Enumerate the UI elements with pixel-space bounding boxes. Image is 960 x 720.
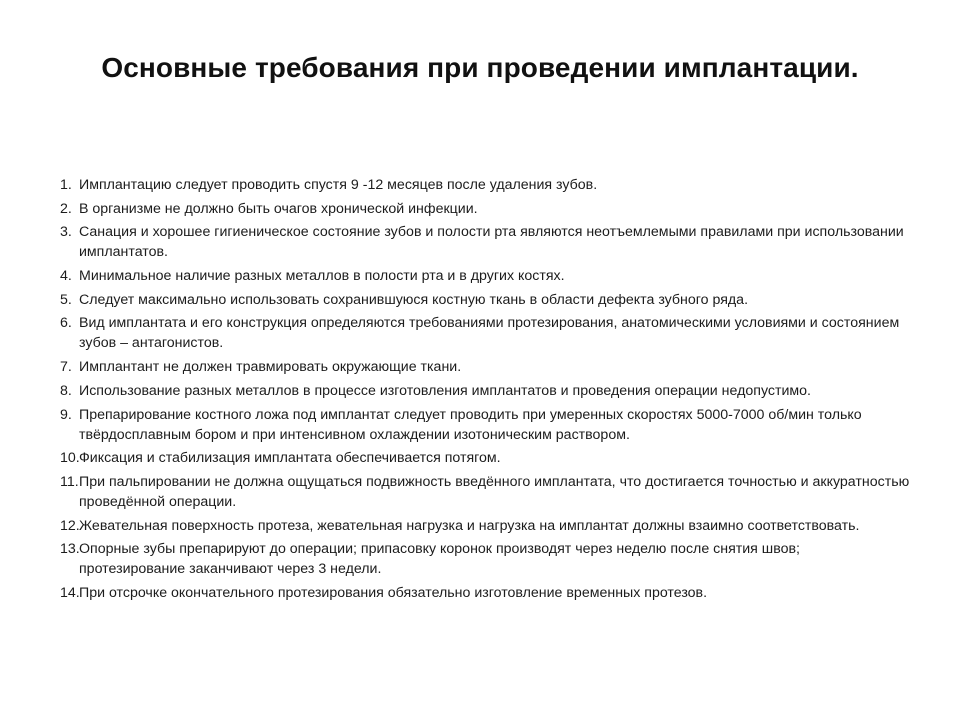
list-item bbox=[60, 405, 910, 445]
list-item bbox=[60, 222, 910, 262]
list-item-number: 1. bbox=[60, 177, 72, 193]
list-item-number: 9. bbox=[60, 406, 72, 423]
list-item-text: Следует максимально использовать сохранившуюся костную ткань в области дефекта зубного ряда. bbox=[79, 291, 749, 308]
list-item-number: 8. bbox=[60, 382, 72, 399]
list-item bbox=[60, 583, 910, 603]
list-item-number: 10. bbox=[60, 450, 80, 467]
requirements-list bbox=[60, 175, 910, 607]
list-item-number: 13. bbox=[60, 541, 80, 558]
list-item-text: Опорные зубы препарируют до операции; припасовку коронок производят через неделю после снятия швов; протезирование заканчивают через 3 недели. bbox=[79, 541, 800, 578]
list-item-text: Жевательная поверхность протеза, жевательная нагрузка и нагрузка на имплантат должны взаимно соответствовать. bbox=[79, 517, 860, 534]
list-item-number: 3. bbox=[60, 224, 72, 241]
list-item-number: 12. bbox=[60, 517, 80, 534]
list-item-text: Фиксация и стабилизация имплантата обеспечивается потягом. bbox=[79, 450, 501, 467]
list-item-text: Использование разных металлов в процессе изготовления имплантатов и проведения операции недопустимо. bbox=[79, 382, 811, 399]
list-item-text: Имплантант не должен травмировать окружающие ткани. bbox=[79, 359, 462, 376]
list-item bbox=[60, 448, 910, 468]
list-item bbox=[60, 539, 910, 579]
list-item-text: Имплантацию следует проводить спустя 9 -12 месяцев после удаления зубов. bbox=[79, 177, 598, 193]
list-item-text: Препарирование костного ложа под имплантат следует проводить при умеренных скоростях 5000-7000 об/мин только твёрдосплавным бором и при интенсивном охлаждении изотоническим раствором. bbox=[79, 406, 862, 443]
list-item-number: 6. bbox=[60, 315, 72, 332]
list-item bbox=[60, 516, 910, 536]
list-item-number: 14. bbox=[60, 584, 80, 601]
list-item-number: 2. bbox=[60, 200, 72, 217]
list-item-text: Минимальное наличие разных металлов в полости рта и в других костях. bbox=[79, 268, 565, 285]
slide-title: Основные требования при проведении имплантации. bbox=[101, 52, 859, 83]
list-item bbox=[60, 357, 910, 377]
list-item bbox=[60, 266, 910, 286]
list-item bbox=[60, 199, 910, 219]
list-item-number: 7. bbox=[60, 359, 72, 376]
list-item-text: При отсрочке окончательного протезирования обязательно изготовление временных протезов. bbox=[79, 584, 708, 601]
list-item-text: В организме не должно быть очагов хронической инфекции. bbox=[79, 200, 478, 217]
list-item-text: При пальпировании не должна ощущаться подвижность введённого имплантата, что достигается точностью и аккуратностью проведённой операции. bbox=[79, 473, 910, 510]
list-item bbox=[60, 472, 910, 512]
list-item-number: 11. bbox=[60, 473, 79, 490]
list-item-text: Вид имплантата и его конструкция определяются требованиями протезирования, анатомическими условиями и состоянием зубов – антагонистов. bbox=[79, 315, 900, 352]
list-item-number: 5. bbox=[60, 291, 72, 308]
list-item bbox=[60, 290, 910, 310]
list-item-text: Санация и хорошее гигиеническое состояние зубов и полости рта являются неотъемлемыми правилами при использовании имплантатов. bbox=[79, 224, 904, 261]
list-item-number: 4. bbox=[60, 268, 72, 285]
list-item bbox=[60, 313, 910, 353]
list-item bbox=[60, 381, 910, 401]
list-item bbox=[60, 175, 910, 195]
